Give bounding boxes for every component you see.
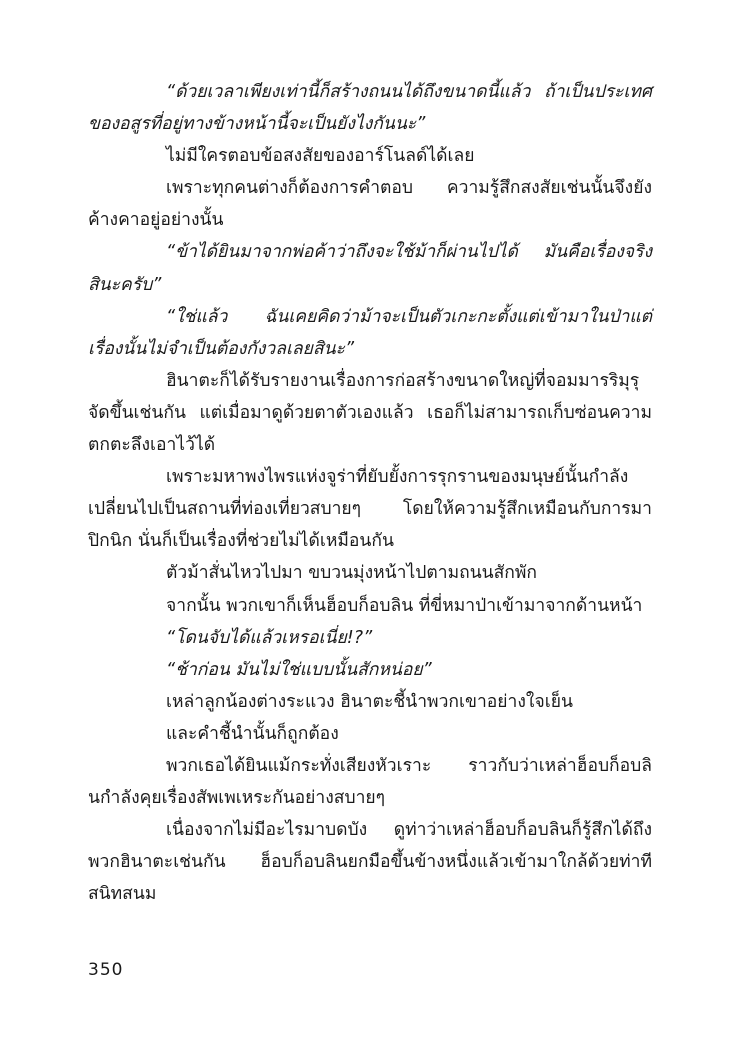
- paragraph: “ช้าก่อน มันไม่ใช่แบบนั้นสักหน่อย”: [166, 659, 432, 680]
- paragraph: “ข้าได้ยินมาจากพ่อค้าว่าถึงจะใช้ม้าก็ผ่านไปได้ มันคือเรื่องจริงสินะครับ”: [88, 242, 652, 295]
- paragraph: จากนั้น พวกเขาก็เห็นฮ็อบก็อบลิน ที่ขี่หมาป่าเข้ามาจากด้านหน้า: [166, 595, 643, 616]
- paragraph: เพราะทุกคนต่างก็ต้องการคำตอบ ความรู้สึกสงสัยเช่นนั้นจึงยังค้างคาอยู่อย่างนั้น: [88, 178, 652, 231]
- paragraph: เหล่าลูกน้องต่างระแวง ฮินาตะชี้นำพวกเขาอย่างใจเย็น: [166, 691, 573, 712]
- paragraph: “โดนจับได้แล้วเหรอเนี่ย!?”: [166, 627, 373, 648]
- paragraph: ตัวม้าสั่นไหวไปมา ขบวนมุ่งหน้าไปตามถนนสักพัก: [166, 563, 538, 584]
- paragraph: “ใช่แล้ว ฉันเคยคิดว่าม้าจะเป็นตัวเกะกะตั้งแต่เข้ามาในป่าแต่เรื่องนั้นไม่จำเป็นต้องกังวลเลยสินะ”: [88, 306, 652, 359]
- paragraph: ไม่มีใครตอบข้อสงสัยของอาร์โนลด์ได้เลย: [166, 146, 475, 167]
- paragraph: ฮินาตะก็ได้รับรายงานเรื่องการก่อสร้างขนาดใหญ่ที่จอมมารริมุรุจัดขึ้นเช่นกัน แต่เมื่อมาดูด้วยตาตัวเองแล้ว เธอก็ไม่สามารถเก็บซ่อนความตกตะลึงเอาไว้ได้: [88, 370, 652, 456]
- body-text: [88, 76, 652, 910]
- paragraph: เนื่องจากไม่มีอะไรมาบดบัง ดูท่าว่าเหล่าฮ็อบก็อบลินก็รู้สึกได้ถึงพวกฮินาตะเช่นกัน ฮ็อบก็อบลินยกมือขึ้นข้างหนึ่งแล้วเข้ามาใกล้ด้วยท่าทีสนิทสนม: [88, 820, 652, 905]
- paragraph: พวกเธอได้ยินแม้กระทั่งเสียงหัวเราะ ราวกับว่าเหล่าฮ็อบก็อบลินกำลังคุยเรื่องสัพเพเหระกันอย่างสบายๆ: [88, 755, 652, 809]
- paragraph: “ด้วยเวลาเพียงเท่านี้ก็สร้างถนนได้ถึงขนาดนี้แล้ว ถ้าเป็นประเทศของอสูรที่อยู่ทางข้างหน้านี้จะเป็นยังไงกันนะ”: [88, 82, 652, 135]
- paragraph: และคำชี้นำนั้นก็ถูกต้อง: [166, 723, 339, 744]
- page-number: 350: [88, 960, 124, 980]
- paragraph: เพราะมหาพงไพรแห่งจูร่าที่ยับยั้งการรุกรานของมนุษย์นั้นกำลังเปลี่ยนไปเป็นสถานที่ท่องเที่ยวสบายๆ โดยให้ความรู้สึกเหมือนกับการมาปิกนิก นั่นก็เป็นเรื่องที่ช่วยไม่ได้เหมือนกัน: [88, 467, 652, 552]
